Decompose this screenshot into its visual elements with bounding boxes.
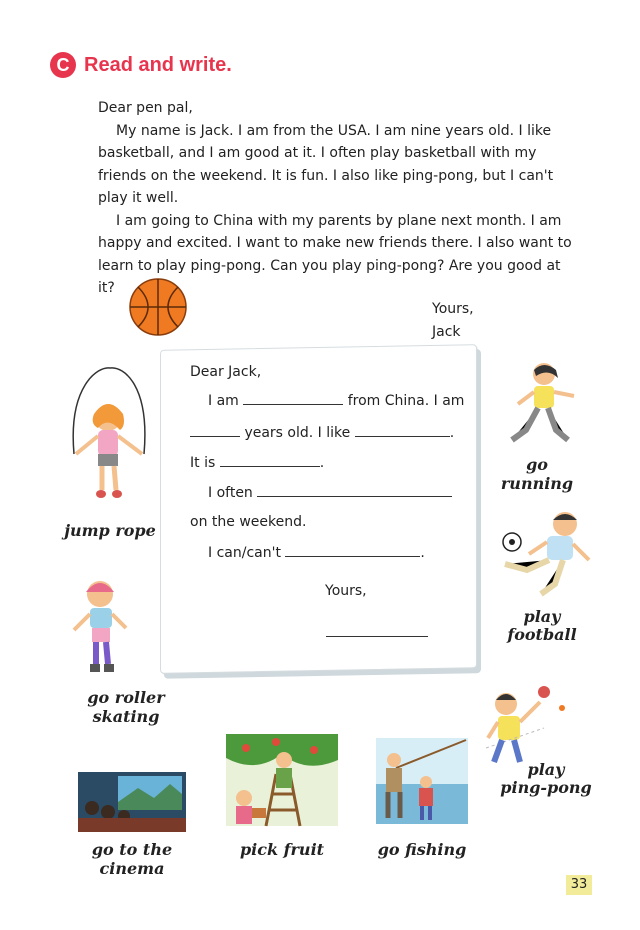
pingpong-boy-illustration: [484, 682, 584, 772]
label-go-running: go running: [500, 455, 574, 493]
section-badge: C: [50, 52, 76, 78]
pick-fruit-illustration: [226, 734, 338, 826]
label-pick-fruit: pick fruit: [239, 840, 325, 859]
reply-line-6-text: I can/can't: [208, 545, 281, 561]
blank-age[interactable]: [190, 422, 240, 437]
label-play-pingpong-1: play: [527, 760, 565, 779]
reply-closing: Yours,: [325, 583, 367, 599]
pen-pal-letter: [98, 97, 578, 300]
blank-activity[interactable]: [257, 482, 452, 497]
letter-closing: Yours,: [432, 301, 474, 317]
letter-paragraph-2: I am going to China with my parents by plane next month. I am happy and excited. I want to make new friends there. I also want to learn to play ping-pong. Can you play ping-pong? Are you good at it?: [98, 212, 572, 296]
reply-line-5: on the weekend.: [190, 514, 307, 530]
reply-line-3: [190, 452, 324, 473]
reply-line-3-end: .: [319, 455, 325, 471]
page-number: 33: [566, 875, 592, 895]
fishing-illustration: [376, 738, 468, 824]
running-girl-illustration: [500, 360, 582, 456]
label-jump-rope: jump rope: [64, 521, 156, 540]
section-header: [50, 52, 232, 78]
blank-signature[interactable]: [326, 622, 428, 637]
reply-line-6-end: .: [420, 545, 425, 561]
label-go-fishing: go fishing: [377, 840, 467, 859]
blank-ability[interactable]: [285, 542, 420, 557]
basketball-illustration: [128, 277, 188, 337]
label-roller-skating: go roller skating: [87, 688, 165, 726]
reply-signature-line: [326, 622, 428, 643]
label-play-pingpong-2: ping-pong: [500, 778, 592, 797]
reply-line-2-end: .: [449, 425, 455, 441]
letter-paragraph-1: My name is Jack. I am from the USA. I am nine years old. I like basketball, and I am good at it. I often play basketball with my friends on the weekend. It is fun. I also like ping-pong, but I can't play it well.: [98, 122, 554, 206]
reply-line-1a: I am: [208, 393, 239, 409]
reply-line-1b: from China. I am: [347, 393, 465, 409]
label-play-football-1: play: [523, 607, 561, 626]
reply-line-1: [208, 390, 464, 411]
blank-feeling[interactable]: [220, 452, 320, 467]
blank-hobby[interactable]: [355, 422, 450, 437]
section-title: Read and write.: [84, 53, 232, 76]
label-go-to-cinema: go to the cinema: [91, 840, 173, 878]
reply-line-3-text: It is: [190, 455, 216, 471]
letter-signature-block: [432, 298, 474, 344]
roller-skating-illustration: [68, 574, 132, 684]
blank-name[interactable]: [243, 390, 343, 405]
letter-signature: Jack: [432, 324, 461, 340]
reply-line-4-text: I often: [208, 485, 253, 501]
football-boy-illustration: [497, 504, 597, 604]
letter-greeting: Dear pen pal,: [98, 100, 193, 116]
reply-line-6: [208, 542, 425, 563]
reply-line-2: [190, 422, 454, 443]
jump-rope-girl-illustration: [68, 366, 150, 522]
label-play-football-2: football: [507, 625, 577, 644]
reply-line-4: [208, 482, 452, 503]
reply-greeting: Dear Jack,: [190, 364, 262, 380]
reply-line-2-text: years old. I like: [244, 425, 351, 441]
cinema-illustration: [78, 772, 186, 832]
